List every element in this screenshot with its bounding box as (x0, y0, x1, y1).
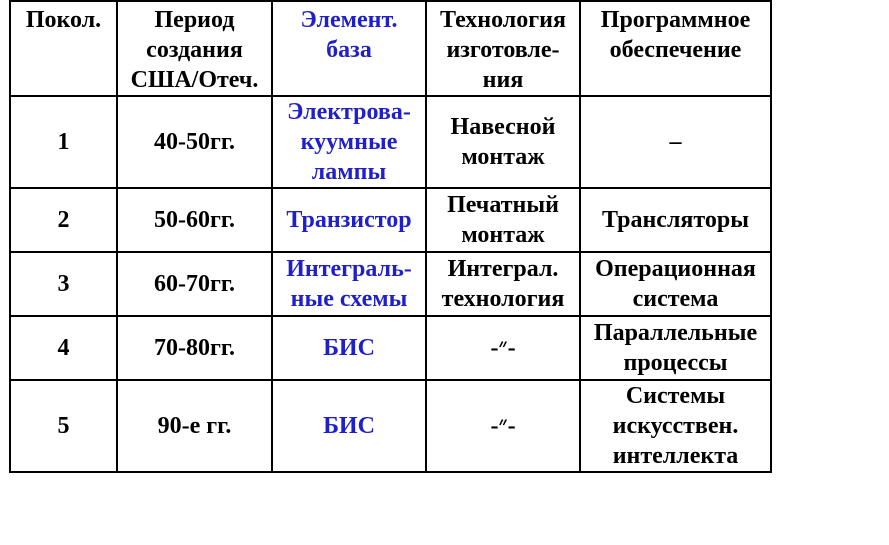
table-row (10, 252, 771, 316)
cell-generation: 3 (10, 252, 117, 316)
cell-technology: Навесной монтаж (426, 96, 580, 188)
cell-period: 70-80гг. (117, 316, 272, 380)
table-row (10, 96, 771, 188)
header-generation: Покол. (10, 1, 117, 96)
table-row (10, 380, 771, 472)
table-body (10, 96, 771, 472)
cell-software: Операционная система (580, 252, 771, 316)
cell-element-base: Интеграль-ные схемы (272, 252, 426, 316)
cell-generation: 2 (10, 188, 117, 252)
header-period: Период создания США/Отеч. (117, 1, 272, 96)
cell-technology: -״- (426, 380, 580, 472)
cell-element-base: Электрова-куумные лампы (272, 96, 426, 188)
cell-element-base: Транзистор (272, 188, 426, 252)
cell-technology: -״- (426, 316, 580, 380)
header-element-base: Элемент. база (272, 1, 426, 96)
cell-period: 60-70гг. (117, 252, 272, 316)
cell-technology: Печатный монтаж (426, 188, 580, 252)
generations-table (9, 0, 772, 473)
cell-generation: 1 (10, 96, 117, 188)
cell-element-base: БИС (272, 380, 426, 472)
table-row (10, 188, 771, 252)
table-row (10, 316, 771, 380)
cell-period: 40-50гг. (117, 96, 272, 188)
cell-period: 90-е гг. (117, 380, 272, 472)
cell-software: Системы искусствен. интеллекта (580, 380, 771, 472)
cell-technology: Интеграл. технология (426, 252, 580, 316)
cell-generation: 5 (10, 380, 117, 472)
cell-software: – (580, 96, 771, 188)
cell-period: 50-60гг. (117, 188, 272, 252)
cell-software: Трансляторы (580, 188, 771, 252)
cell-element-base: БИС (272, 316, 426, 380)
table-header (10, 1, 771, 96)
header-row (10, 1, 771, 96)
cell-generation: 4 (10, 316, 117, 380)
header-software: Программное обеспечение (580, 1, 771, 96)
header-technology: Технология изготовле-ния (426, 1, 580, 96)
cell-software: Параллельные процессы (580, 316, 771, 380)
